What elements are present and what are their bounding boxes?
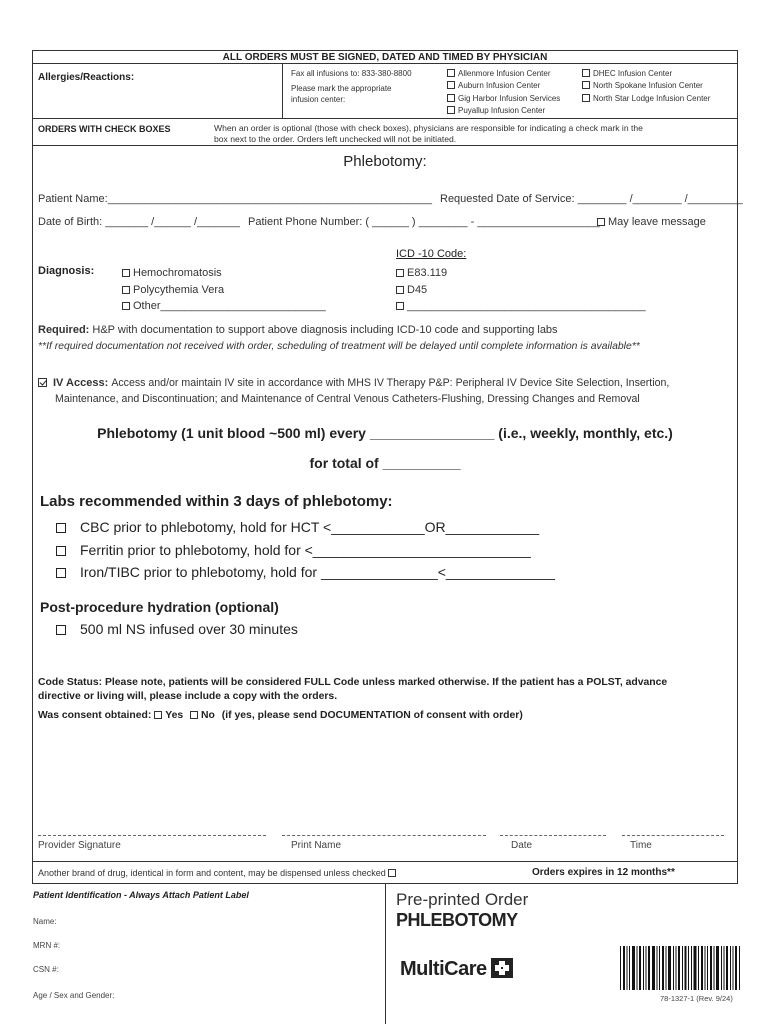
required-note: **If required documentation not received with order, scheduling of treatment will be delayed until complete information is available** <box>38 341 640 352</box>
form-title: Phlebotomy: <box>343 153 427 170</box>
center-option[interactable]: North Spokane Infusion Center <box>582 80 710 92</box>
fax-line-2: Please mark the appropriate <box>291 84 392 93</box>
may-leave-option[interactable]: May leave message <box>597 216 706 228</box>
diagnosis-list <box>122 265 326 315</box>
hydration-option[interactable]: 500 ml NS infused over 30 minutes <box>56 621 298 637</box>
center-option[interactable]: Gig Harbor Infusion Services <box>447 93 560 105</box>
center-option[interactable]: DHEC Infusion Center <box>582 68 710 80</box>
multicare-logo: MultiCare <box>400 958 513 981</box>
brand-row-divider <box>32 861 738 862</box>
consent-line: Was consent obtained: Yes No (if yes, please send DOCUMENTATION of consent with order) <box>38 710 523 721</box>
icd-option[interactable]: E83.119 <box>396 265 646 282</box>
header-divider <box>32 118 738 119</box>
icd-option[interactable]: D45 <box>396 282 646 299</box>
checkbox[interactable] <box>582 69 590 77</box>
time-line[interactable] <box>622 835 724 836</box>
iv-access[interactable]: IV Access: Access and/or maintain IV site in accordance with MHS IV Therapy P&P: Peripheral IV Device Site Selection, Insertion, Maintenance, and Discontinuation; and Maintenance of Central Venous Catheters-Flushing, Dressing Changes and Removal <box>38 375 669 407</box>
diagnosis-option[interactable]: Polycythemia Vera <box>122 282 326 299</box>
allergies-label: Allergies/Reactions: <box>38 72 135 83</box>
lab-option[interactable]: CBC prior to phlebotomy, hold for HCT <____________OR____________ <box>56 516 555 539</box>
date-line[interactable] <box>500 835 606 836</box>
lab-option[interactable]: Iron/TIBC prior to phlebotomy, hold for _______________<______________ <box>56 561 555 584</box>
diagnosis-option[interactable]: Hemochromatosis <box>122 265 326 282</box>
patient-id-label: Patient Identification - Always Attach Patient Label <box>33 890 249 900</box>
checkbox[interactable] <box>447 106 455 114</box>
center-option[interactable]: Puyallup Infusion Center <box>447 105 560 117</box>
checkbox[interactable] <box>122 269 130 277</box>
header-banner: ALL ORDERS MUST BE SIGNED, DATED AND TIMED BY PHYSICIAN <box>222 52 548 63</box>
checkbox[interactable] <box>56 546 66 556</box>
name-label: Name: <box>33 917 57 926</box>
mrn-label: MRN #: <box>33 941 61 950</box>
checkbox[interactable] <box>447 81 455 89</box>
checkbox[interactable] <box>597 218 605 226</box>
phone-field[interactable]: Patient Phone Number: ( ______ ) ________ - ____________________ <box>248 216 600 228</box>
fax-line-3: infusion center: <box>291 95 346 104</box>
phlebotomy-frequency[interactable]: Phlebotomy (1 unit blood ~500 ml) every ________________ (i.e., weekly, monthly, etc.) <box>97 425 673 441</box>
orders-expire: Orders expires in 12 months** <box>532 867 675 878</box>
diagnosis-label: Diagnosis: <box>38 265 95 277</box>
print-name-label: Print Name <box>291 840 342 851</box>
order-name: PHLEBOTOMY <box>396 910 518 930</box>
checkbox[interactable] <box>190 711 198 719</box>
checkbox[interactable] <box>56 625 66 635</box>
checkbox[interactable] <box>388 869 396 877</box>
provider-signature-line[interactable] <box>38 835 266 836</box>
footer-divider <box>385 884 386 1024</box>
csn-label: CSN #: <box>33 965 59 974</box>
checkbox[interactable] <box>122 286 130 294</box>
labs-list <box>56 516 555 584</box>
header-divider <box>32 63 738 64</box>
checkbox[interactable] <box>396 286 404 294</box>
header-divider <box>282 63 283 118</box>
requested-date-field[interactable]: Requested Date of Service: ________ /________ /_________ <box>440 193 743 205</box>
hydration-title: Post-procedure hydration (optional) <box>40 599 279 615</box>
lab-option[interactable]: Ferritin prior to phlebotomy, hold for <____________________________ <box>56 539 555 562</box>
labs-title: Labs recommended within 3 days of phlebotomy: <box>40 493 393 510</box>
icd-title: ICD -10 Code: <box>396 248 467 260</box>
orders-note: When an order is optional (those with check boxes), physicians are responsible for indicating a check mark in the box next to the order. Orders left unchecked will not be initiated. <box>214 123 643 144</box>
orders-label: ORDERS WITH CHECK BOXES <box>38 124 171 134</box>
barcode-icon <box>620 946 740 990</box>
preprinted-label: Pre-printed Order <box>396 890 529 909</box>
multicare-cross-icon <box>491 958 513 978</box>
center-option[interactable]: North Star Lodge Infusion Center <box>582 93 710 105</box>
checkbox[interactable] <box>582 94 590 102</box>
checkbox[interactable] <box>122 302 130 310</box>
brand-substitution[interactable]: Another brand of drug, identical in form and content, may be dispensed unless checked <box>38 868 399 878</box>
required-line: Required: H&P with documentation to support above diagnosis including ICD-10 code and supporting labs <box>38 324 558 336</box>
form-frame <box>32 146 738 884</box>
date-label: Date <box>511 840 533 851</box>
fax-line-1: Fax all infusions to: 833-380-8800 <box>291 69 412 78</box>
provider-signature-label: Provider Signature <box>38 840 121 851</box>
icd-list <box>396 265 646 315</box>
checkbox[interactable] <box>396 302 404 310</box>
checkbox[interactable] <box>56 568 66 578</box>
print-name-line[interactable] <box>282 835 486 836</box>
time-label: Time <box>630 840 652 851</box>
checkbox[interactable] <box>447 69 455 77</box>
center-list-1 <box>447 68 560 117</box>
checkbox[interactable] <box>154 711 162 719</box>
patient-name-field[interactable]: Patient Name:_____________________________________________________ <box>38 193 432 205</box>
checkbox[interactable] <box>582 81 590 89</box>
consent-no-option[interactable]: No <box>190 710 215 721</box>
icd-option[interactable]: _______________________________________ <box>396 298 646 315</box>
age-sex-label: Age / Sex and Gender: <box>33 991 115 1000</box>
checkbox[interactable] <box>56 523 66 533</box>
center-list-2 <box>582 68 710 105</box>
form-number: 78-1327-1 (Rev. 9/24) <box>660 994 733 1003</box>
checked-checkbox-icon[interactable] <box>38 378 47 387</box>
checkbox[interactable] <box>396 269 404 277</box>
code-status: Code Status: Please note, patients will be considered FULL Code unless marked otherwise. If the patient has a POLST, advance directive or living will, please include a copy with the orders. <box>38 677 668 702</box>
checkbox[interactable] <box>447 94 455 102</box>
consent-yes-option[interactable]: Yes <box>154 710 183 721</box>
phlebotomy-total[interactable]: for total of __________ <box>309 455 461 471</box>
diagnosis-option[interactable]: Other___________________________ <box>122 298 326 315</box>
dob-field[interactable]: Date of Birth: _______ /______ /_______ <box>38 216 240 228</box>
center-option[interactable]: Auburn Infusion Center <box>447 80 560 92</box>
center-option[interactable]: Allenmore Infusion Center <box>447 68 560 80</box>
